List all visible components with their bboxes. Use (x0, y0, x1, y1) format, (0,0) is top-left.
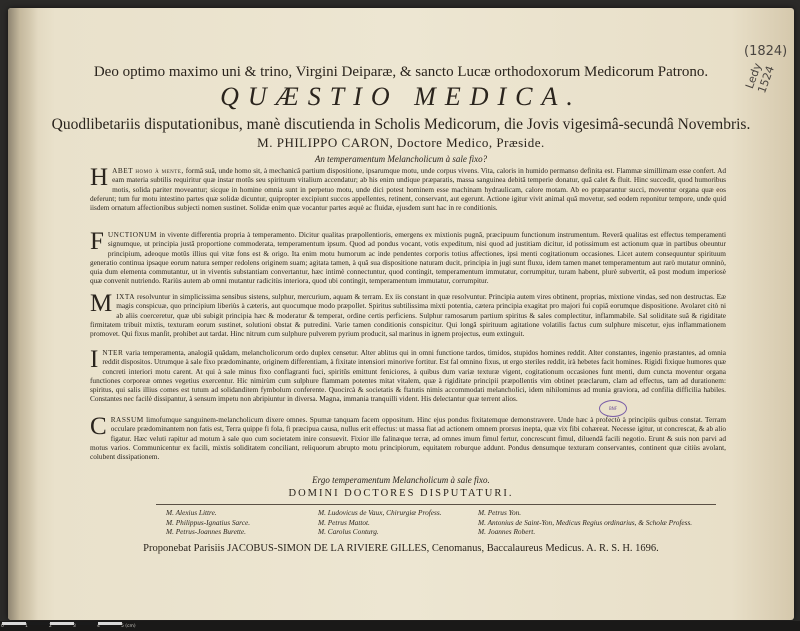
ruler-segment (50, 622, 74, 625)
doctores-column-2 (318, 508, 468, 537)
scale-ruler (0, 621, 800, 631)
ruler-label: 1 (25, 624, 28, 629)
paragraph-lead: UNCTIONUM (107, 230, 157, 239)
paragraph-inter (90, 348, 726, 408)
conclusion-line: Ergo temperamentum Melancholicum à sale fixo. (312, 475, 490, 485)
drop-cap: H (90, 164, 109, 191)
drop-cap: M (90, 290, 113, 317)
ruler-label: 5 (cm) (121, 624, 136, 629)
pencil-annotation-ledy: Ledy 1524 (743, 61, 778, 95)
doctor-name: M. Philippus-Ignatius Sarce. (166, 517, 251, 527)
drop-cap: F (90, 228, 104, 255)
praeses-line: M. PHILIPPO CARON, Doctore Medico, Præside. (257, 135, 545, 150)
doctor-name: M. Joannes Robert. (478, 527, 536, 536)
doctor-name: M. Ludovicus de Vaux, Chirurgiæ Profess. (318, 508, 442, 517)
ruler-segment (2, 622, 26, 625)
doctores-column-1 (166, 508, 316, 537)
proponebat-line: Proponebat Parisiis JACOBUS-SIMON DE LA RIVIERE GILLES, Cenomanus, Baccalaureus Medicus. A. R. S. H. 1696. (143, 543, 659, 554)
doctor-name: M. Petrus Mattot. (318, 517, 370, 527)
book-page (8, 8, 794, 620)
paragraph-lead: RASSUM (110, 415, 144, 424)
library-stamp: BNF (599, 400, 627, 417)
doctor-name: M. Petrus-Joannes Burette. (166, 527, 246, 536)
thesis-question: An temperamentum Melancholicum à sale fixo? (314, 154, 488, 164)
doctores-column-3 (478, 508, 718, 537)
doctor-name: M. Carolus Conturg. (318, 527, 379, 536)
ruler-segment (74, 622, 98, 625)
dedication-line: Deo optimo maximo uni & trino, Virgini Deiparæ, & sancto Lucæ orthodoxorum Medicorum Patrono. (93, 64, 709, 80)
ruler-label: 4 (97, 624, 100, 629)
drop-cap: I (90, 346, 99, 373)
doctor-name: M. Petrus Yon. (478, 508, 522, 517)
paragraph-lead: ABET homo à mente, (112, 166, 184, 175)
paragraph-habet (90, 166, 726, 224)
document-title: QUÆSTIO MEDICA. (220, 82, 582, 111)
paragraph-lead: IXTA (116, 292, 136, 301)
paragraph-text: formâ suâ, unde homo sit, à mechanicâ partium dispositione, ipsarumque motu, unde corpus vivens. Vita, caloris in humido permanso definita est. Flammæ simillimam esse confert. Ad eam materia subtilis requiritur quæ instar motûs seu spirituum vitalium accendatur; ab his enim undique præparatis, massa sanguinea debitâ temperie donatur, quâ calet & fluit. Hinc succedit, quod humoribus motis, solida pariter moveantur; sicque in homine omnia sunt in perpetuo motu, unde dici potest hominem esse machinam hydraulicam, calore motam. Ab eo præparantur succi, moventur organa quæ eos deferunt; tum fur motu intestino partes quæ solidæ dicuntur, quipropter excipiunt succos appellentes, retinent, conservant, aut egerunt. Actione igitur vivit animal quâ movetur, sed eodem reponitur tempore, unde quid iisdem ornatum affectionibus subjecti nomen sustinet. Solidæ enim quæ vocantur partes æquè ac fluidæ, ejusdem sunt hac in re conditionis. (90, 166, 727, 213)
doctores-heading: DOMINI DOCTORES DISPUTATURI. (288, 488, 514, 499)
paragraph-text: varia temperamenta, analogiâ quâdam, melancholicorum ordo duplex censetur. Alter ablitus qui in omni functione tardos, timidos, stupidos homines reddit. Alter constantes, ingenio præstantes, ad omnia reddit dispositos. Utrumque à sale fixo prædominante, originem differentiam, à fixitate intensiori minorive fortitur. Est fal omnino fixus, ut ergo steriles reddit, irà hebetes facit homines. Rigidi fixique humores quæ concreti interiori motu carent. At qui à sale minus fixo conflagranti fuci, spiritûs emittunt feniciores, à quibus dum variæ texturæ vigent, cogitationum occasiones funt menti, dum cuncta moventur organa functiones corporeæ omnes vegetius exercentur. Hic nimirùm cum sulphure flammam potentes mitat vitalem, quæ à rigiditate principii præpollentis vim obtinet præclarum, clam ad effectus, tam ad durationem: spiritus, qui salis illius comes est tutum ad solidanditem fymbolum conferente. Quocircà & societatis & ftatutis nimis accommodati melancholici, idem nihilominus ad munia graviora, ad confilia difficilia habiles. Constantes nec facilè dissipantur, à sensum impetu non abripiuntur in diversa. Magna, immania tranquilli vident. His delectantur quæ terrent alios. (90, 348, 727, 404)
paragraph-functionum (90, 228, 726, 286)
paragraph-text: in vivente differentia propria à temperamento. Dicitur qualitas præpollentioris, emergens ex mixtionis pugnâ, præcipuum functionum instrumentum. Reverâ qualitas est effectus temperamenti signumque, ut principia justâ proportione commoderata, temperamentum ipsum. Quod ad pondus vocant, votis expeditum, nisi quod ad justitiam dicitur, id potissimum est actionum quæ in partibus obeuntur principium, adeoque motûs illius qui vitæ fons est & origo. Ita enim motu humorum ac inde pendentes corporis totius affectiones, ipsi menti cogitationum occasiones. Licet autem consequuntur spirituum generatio continua ipsaque eorum natura semper redolens originem suam; agitata tamen, à quâ sua dispositione naturam ducit, principia in jugi sunt fluxu, idem tamen manet temperamentum aut rarò mutatur omninò, quia dum elementa commutantur, ut in viventis substantiam convertantur, hæc intimè connectuntur, quod contingit, temperamentum immutatur, corrumpitur, turam habent, plurè subvertit, eâ post modum imperiosè quæ convenit nutriendo. Rariùs autem ab omni mutantur radicitùs interiora, quod ubi contingit, temperamentum immutatur, corrumpitur. (90, 230, 726, 286)
ruler-label: 2 (49, 624, 52, 629)
ruler-segment (26, 622, 50, 625)
paragraph-text: limofumque sanguinem-melancholicum dixere omnes. Spumæ tanquam facem oppositum. Hinc ejus pondus fixitatemque demonstravere. Unde hæc à profectò à principiis quibus constat. Terram occulare prædominantem non fatis est, Terra quippe fi fola, fi præcipua causa, nullus erit effectus: ut massa fiat ad actionem omnem prorsus inepta, quæ vix fibi cohæreat. Necesse igitur, ut concrescat, & ab alio figatur. Hæc veluti rapitur ad motum à sale quo cum societatem inire consuevit. Fixior ille falinæque terræ, ad omnes imum fimul fertur, concrescunt fimul, diluendâ facili negotio. Erunt & suis non parvi ad motus varios. Communicentur ex facili, mixtis soliditatem conciliant, reliquorum abrupto motu principiorum, equitatem roburque addunt. Pondus densumque texturam conservantes, continent quæ citiùs avolant, colubent dissipationem. (90, 415, 726, 462)
paragraph-text: resolvuntur in simplicissima sensibus sistens, sulphur, mercurium, aquam & terram. Ex iis constant in quæ resolvuntur. Principia autem vires obtinent, proprias, mixtione vindas, sed non destructas. Eæ magis conspicuæ, quo principium liberiùs à cæteris, aut quocumque modo præpollet. Spiritus subtilissima mixti potentia, cætera principia exagitat pro majori fui copiâ eorumque dispositione. Avolaret citò ni ab aliis coerceretur, quæ ubi subigit principia hæc & moderatur & temperat, ordine certis perficiens. Sulphur ramosarum partium spiritus & sales complectitur, inflammabile. Sal soliditate suâ & rigiditate firmitatem tribuit mixtis, texturam eorum sustinet, solutioni obstat & putredini. Varie tamen conditionis conspicitur. Qui longâ spirituum agitatione volatilis factus cum sulphure miscetur, ejus inflammationem promovet. Qui fixus manſit, prohibet aut tardat. Hinc nitrum cum sulphure pulverem pyrium producit, sal marinus in ignem projectus, eum extinguit. (90, 292, 726, 339)
ruler-segment (98, 622, 122, 625)
pencil-annotation-ref: (1824) (744, 44, 788, 59)
paragraph-mixta (90, 292, 726, 340)
drop-cap: C (90, 413, 107, 440)
paragraph-lead: NTER (102, 348, 124, 357)
doctor-name: M. Antonius de Saint-Yon, Medicus Regius ordinarius, & Scholæ Profess. (478, 517, 693, 527)
quodlibet-line: Quodlibetariis disputationibus, manè discutienda in Scholis Medicorum, die Jovis vigesimâ-secundâ Novembris. (51, 116, 751, 133)
divider-rule (156, 504, 716, 505)
doctor-name: M. Alexius Littre. (166, 508, 217, 517)
paragraph-crassum (90, 415, 726, 467)
ruler-label: 3 (73, 624, 76, 629)
ruler-label: 0 (1, 624, 4, 629)
